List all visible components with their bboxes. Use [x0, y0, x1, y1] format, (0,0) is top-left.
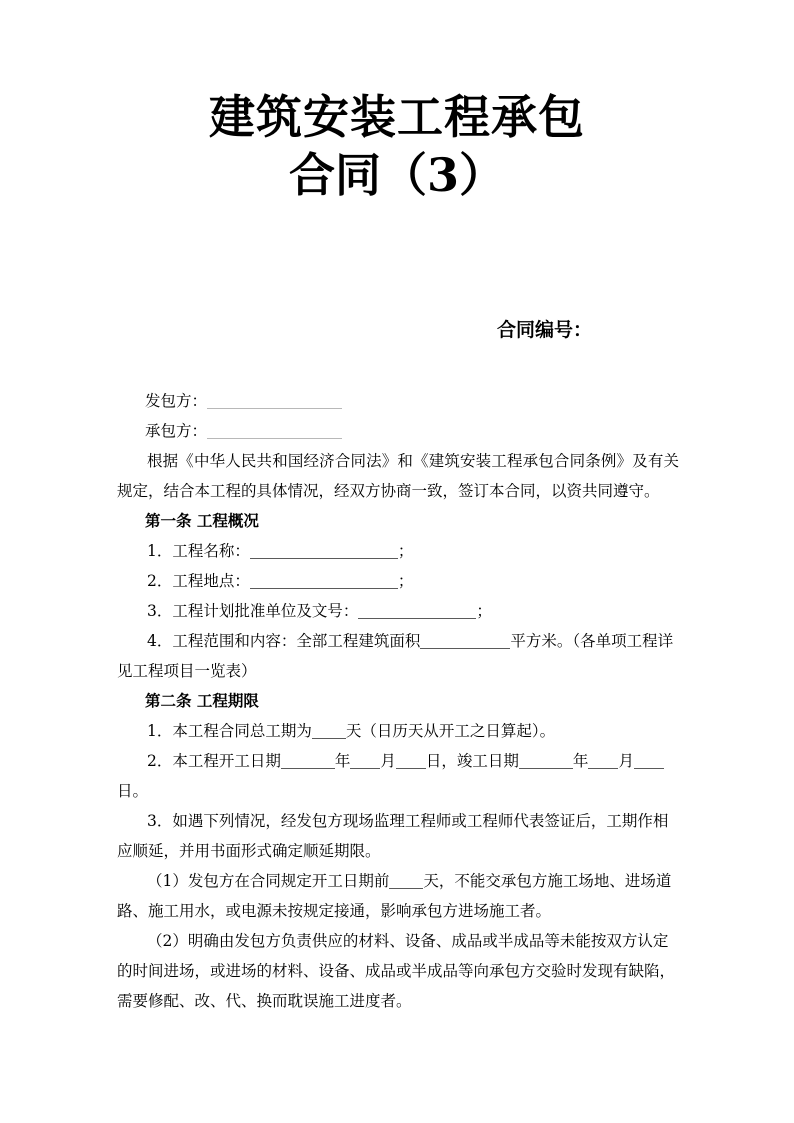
title-line-2: 合同（3）: [288, 148, 505, 202]
section-2-item-1-suffix: 天（日历天从开工之日算起）。: [345, 722, 556, 740]
section-1-item-3-suffix: ；: [476, 602, 492, 620]
employer-blank[interactable]: [207, 394, 342, 409]
section-1-item-1-suffix: ；: [397, 542, 414, 560]
section-1-heading: 第一条 工程概况: [145, 511, 259, 530]
document-body: [117, 386, 679, 1016]
section-1-item-3-prefix: 3．工程计划批准单位及文号：: [147, 602, 359, 620]
section-2-sub-item-1-prefix: （1）发包方在合同规定开工日期前: [147, 872, 390, 890]
building-area-blank[interactable]: [420, 634, 510, 649]
section-1-item-4: [117, 626, 679, 686]
section-2-item-2-part-6: 月: [618, 752, 634, 770]
section-1-item-3: [117, 596, 679, 626]
finish-month-blank[interactable]: [588, 754, 618, 769]
section-2-item-2: [117, 746, 679, 806]
contractor-blank[interactable]: [207, 424, 342, 439]
document-title: [0, 88, 794, 204]
contractor-line: [117, 416, 679, 446]
section-2-item-2-part-2: 年: [334, 752, 351, 770]
project-location-blank[interactable]: [250, 574, 398, 589]
section-1-item-4-prefix: 4．工程范围和内容：全部工程建筑面积: [147, 632, 421, 650]
section-2-sub-item-1-suffix: 天，不能交承包方施工场地、进场道路、施工用水，或电源未按规定接通，影响承包方进场施工者。: [117, 872, 672, 920]
approval-document-blank[interactable]: [358, 604, 476, 619]
section-2-heading: 第二条 工程期限: [145, 691, 259, 710]
finish-day-blank[interactable]: [634, 754, 664, 769]
section-2-item-1: [117, 716, 679, 746]
section-2-item-2-part-1: 2．本工程开工日期: [147, 752, 281, 770]
section-2-item-2-part-3: 月: [380, 752, 396, 770]
employer-label: 发包方：: [145, 392, 208, 410]
finish-year-blank[interactable]: [519, 754, 573, 769]
section-1-item-1-prefix: 1．工程名称：: [147, 542, 250, 560]
section-2-item-2-part-5: 年: [572, 752, 589, 770]
section-2-item-1-prefix: 1．本工程合同总工期为: [147, 722, 312, 740]
section-2-item-2-part-4: 日，竣工日期: [425, 752, 519, 770]
section-2-sub-item-2: （2）明确由发包方负责供应的材料、设备、成品或半成品等未能按双方认定的时间进场，或进场的材料、设备、成品或半成品等向承包方交验时发现有缺陷，需要修配、改、代、换而耽误施工进度者。: [117, 932, 676, 1010]
contractor-label: 承包方：: [145, 422, 208, 440]
preamble-paragraph: 根据《中华人民共和国经济合同法》和《建筑安装工程承包合同条例》及有关规定，结合本工程的具体情况，经双方协商一致，签订本合同，以资共同遵守。: [117, 452, 679, 500]
section-1-item-4-suffix: 平方米。（各单项工程详见工程项目一览表）: [117, 632, 674, 680]
start-day-blank[interactable]: [396, 754, 426, 769]
section-1-item-2-prefix: 2．工程地点：: [147, 572, 250, 590]
section-1-item-1: [117, 536, 679, 566]
title-line-1: 建筑安装工程承包: [209, 90, 585, 144]
start-year-blank[interactable]: [281, 754, 335, 769]
section-1-item-2: [117, 566, 679, 596]
section-2-item-3: 3．如遇下列情况，经发包方现场监理工程师或工程师代表签证后，工期作相应顺延，并用书面形式确定顺延期限。: [117, 812, 669, 860]
employer-line: [117, 386, 679, 416]
total-duration-blank[interactable]: [312, 724, 346, 739]
project-name-blank[interactable]: [250, 544, 398, 559]
start-month-blank[interactable]: [350, 754, 380, 769]
contract-number-label: 合同编号：: [497, 319, 593, 341]
advance-days-blank[interactable]: [389, 874, 423, 889]
section-1-item-2-suffix: ；: [397, 572, 414, 590]
section-2-sub-item-1: [117, 866, 679, 926]
section-2-item-2-part-7: 日。: [117, 782, 149, 800]
